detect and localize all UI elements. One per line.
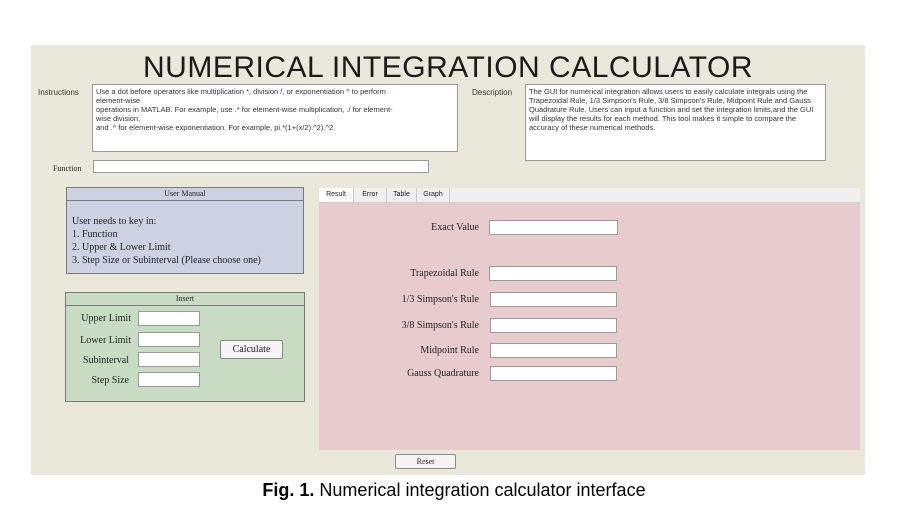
lower-limit-label: Lower Limit <box>80 335 131 346</box>
trapezoidal-field[interactable] <box>489 266 617 281</box>
simpson13-label: 1/3 Simpson's Rule <box>401 294 479 305</box>
function-label: Function <box>53 164 82 173</box>
function-input[interactable] <box>93 160 429 173</box>
result-panel <box>319 203 860 450</box>
midpoint-label: Midpoint Rule <box>420 345 479 356</box>
app-window <box>31 45 865 475</box>
user-manual-line: 1. Function <box>72 229 118 240</box>
insert-title: Insert <box>66 293 304 306</box>
tab-error[interactable]: Error <box>354 188 387 202</box>
description-text[interactable]: The GUI for numerical integration allows users to easily calculate integrals using the Trapezoidal Rule, 1/3 Simpson's Rule, 3/8 Simpson's Rule, Midpoint Rule and Gauss Quadrature Rule. Users can input a function and set the integration limits,and the GUI will display the results for each method. This tool makes it simple to compare the accuracy of these numerical methods. <box>525 84 826 161</box>
user-manual-title: User Manual <box>67 188 303 201</box>
tab-graph[interactable]: Graph <box>417 188 450 202</box>
upper-limit-input[interactable] <box>138 311 200 326</box>
exact-value-label: Exact Value <box>431 222 479 233</box>
simpson38-field[interactable] <box>490 318 617 333</box>
upper-limit-label: Upper Limit <box>81 313 131 324</box>
trapezoidal-label: Trapezoidal Rule <box>410 268 479 279</box>
app-title: NUMERICAL INTEGRATION CALCULATOR <box>143 51 753 84</box>
user-manual-panel <box>66 187 304 274</box>
subinterval-label: Subinterval <box>82 355 129 366</box>
user-manual-body <box>72 215 261 267</box>
gauss-field[interactable] <box>490 366 617 381</box>
caption-prefix: Fig. 1. <box>262 480 315 500</box>
calculate-button[interactable]: Calculate <box>220 340 283 359</box>
simpson13-field[interactable] <box>490 292 617 307</box>
subinterval-input[interactable] <box>138 352 200 367</box>
simpson38-label: 3/8 Simpson's Rule <box>401 320 479 331</box>
step-size-input[interactable] <box>138 372 200 387</box>
tab-table[interactable]: Table <box>387 188 417 202</box>
insert-panel <box>65 292 305 402</box>
description-label: Description <box>472 88 513 97</box>
user-manual-line: User needs to key in: <box>72 216 157 227</box>
midpoint-field[interactable] <box>490 343 617 358</box>
result-tabs <box>319 188 860 203</box>
exact-value-field[interactable] <box>489 220 618 235</box>
instructions-label: Instructions <box>38 88 79 97</box>
instructions-text[interactable]: Use a dot before operators like multiplication *, division /, or exponentiation ^ to perform element-wise operations in MATLAB. For example, use .* for element-wise multiplication, ./ for element- wise division, and .^ for element-wise exponentiation. For example, pi.*(1+(x/2).^2).^2 <box>92 84 458 152</box>
tab-result[interactable]: Result <box>319 188 354 202</box>
lower-limit-input[interactable] <box>138 332 200 347</box>
caption-text: Numerical integration calculator interface <box>314 480 646 500</box>
reset-button[interactable]: Reset <box>395 454 456 469</box>
user-manual-line: 3. Step Size or Subinterval (Please choose one) <box>72 255 261 266</box>
step-size-label: Step Size <box>91 375 129 386</box>
gauss-label: Gauss Quadrature <box>407 368 479 379</box>
figure-caption <box>0 480 908 501</box>
user-manual-line: 2. Upper & Lower Limit <box>72 242 171 253</box>
